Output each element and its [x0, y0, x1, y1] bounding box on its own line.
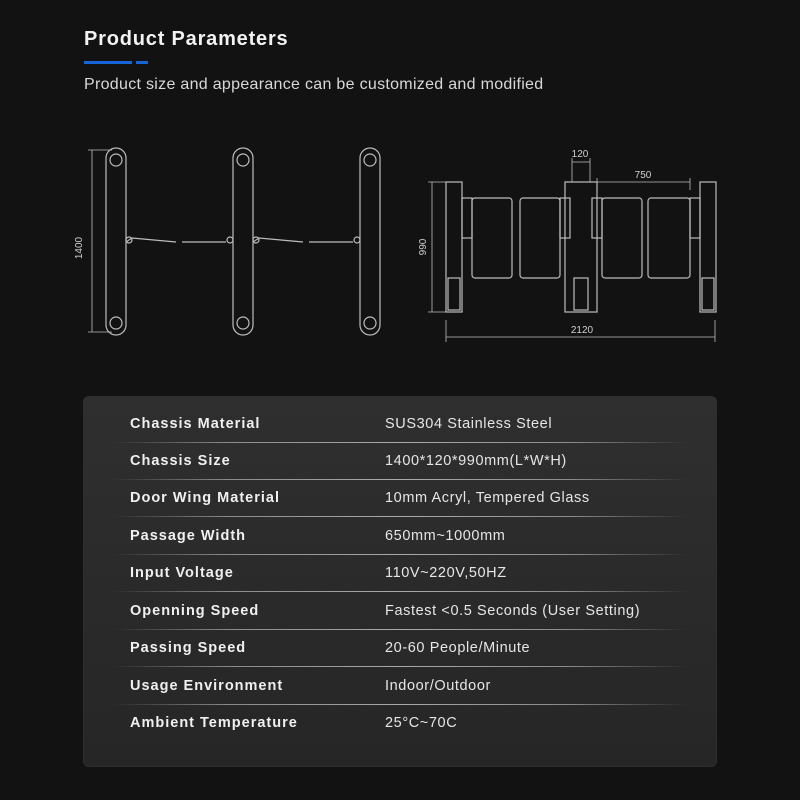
page-title: Product Parameters	[84, 28, 289, 50]
param-row	[83, 406, 717, 443]
param-value: 110V~220V,50HZ	[385, 565, 507, 581]
wing-1	[126, 238, 176, 242]
param-value: 1400*120*990mm(L*W*H)	[385, 453, 567, 469]
dim-990-label: 990	[418, 238, 429, 256]
param-label: Chassis Material	[130, 416, 261, 432]
param-value: 20-60 People/Minute	[385, 640, 531, 656]
glass-wing-2	[520, 198, 560, 278]
row-divider	[113, 591, 687, 592]
param-label: Usage Environment	[130, 678, 284, 694]
param-row	[83, 593, 717, 630]
title-underline	[84, 61, 132, 64]
glass-wing-4	[648, 198, 690, 278]
param-row	[83, 555, 717, 592]
glass-wing-1	[472, 198, 512, 278]
param-row	[83, 518, 717, 555]
param-row	[83, 705, 717, 742]
cabinet-top-1	[106, 148, 126, 335]
front-view	[428, 158, 716, 342]
wing-3	[253, 238, 303, 242]
param-value: 25°C~70C	[385, 715, 458, 731]
param-value: SUS304 Stainless Steel	[385, 416, 553, 432]
param-label: Passing Speed	[130, 640, 247, 656]
dim-2120-label: 2120	[570, 325, 594, 336]
dim-120-label: 120	[571, 149, 589, 160]
cabinet-top-2	[233, 148, 253, 335]
param-value: 650mm~1000mm	[385, 528, 506, 544]
dim-750-label: 750	[634, 170, 652, 181]
row-divider	[113, 666, 687, 667]
param-value: 10mm Acryl, Tempered Glass	[385, 490, 590, 506]
page-subtitle: Product size and appearance can be customized and modified	[84, 76, 544, 93]
row-divider	[113, 516, 687, 517]
param-row	[83, 480, 717, 517]
param-label: Openning Speed	[130, 603, 260, 619]
param-label: Chassis Size	[130, 453, 231, 469]
param-row	[83, 443, 717, 480]
param-label: Input Voltage	[130, 565, 234, 581]
dim-1400-label: 1400	[74, 236, 85, 260]
parameters-table	[83, 396, 717, 767]
param-row	[83, 630, 717, 667]
technical-drawing	[0, 130, 800, 360]
drawing-svg	[0, 130, 800, 360]
param-label: Ambient Temperature	[130, 715, 298, 731]
cabinet-top-3	[360, 148, 380, 335]
param-label: Door Wing Material	[130, 490, 280, 506]
param-value: Indoor/Outdoor	[385, 678, 491, 694]
top-view	[88, 148, 380, 335]
title-underline-accent	[136, 61, 148, 64]
param-label: Passage Width	[130, 528, 247, 544]
param-row	[83, 668, 717, 705]
param-value: Fastest <0.5 Seconds (User Setting)	[385, 603, 641, 619]
glass-wing-3	[602, 198, 642, 278]
